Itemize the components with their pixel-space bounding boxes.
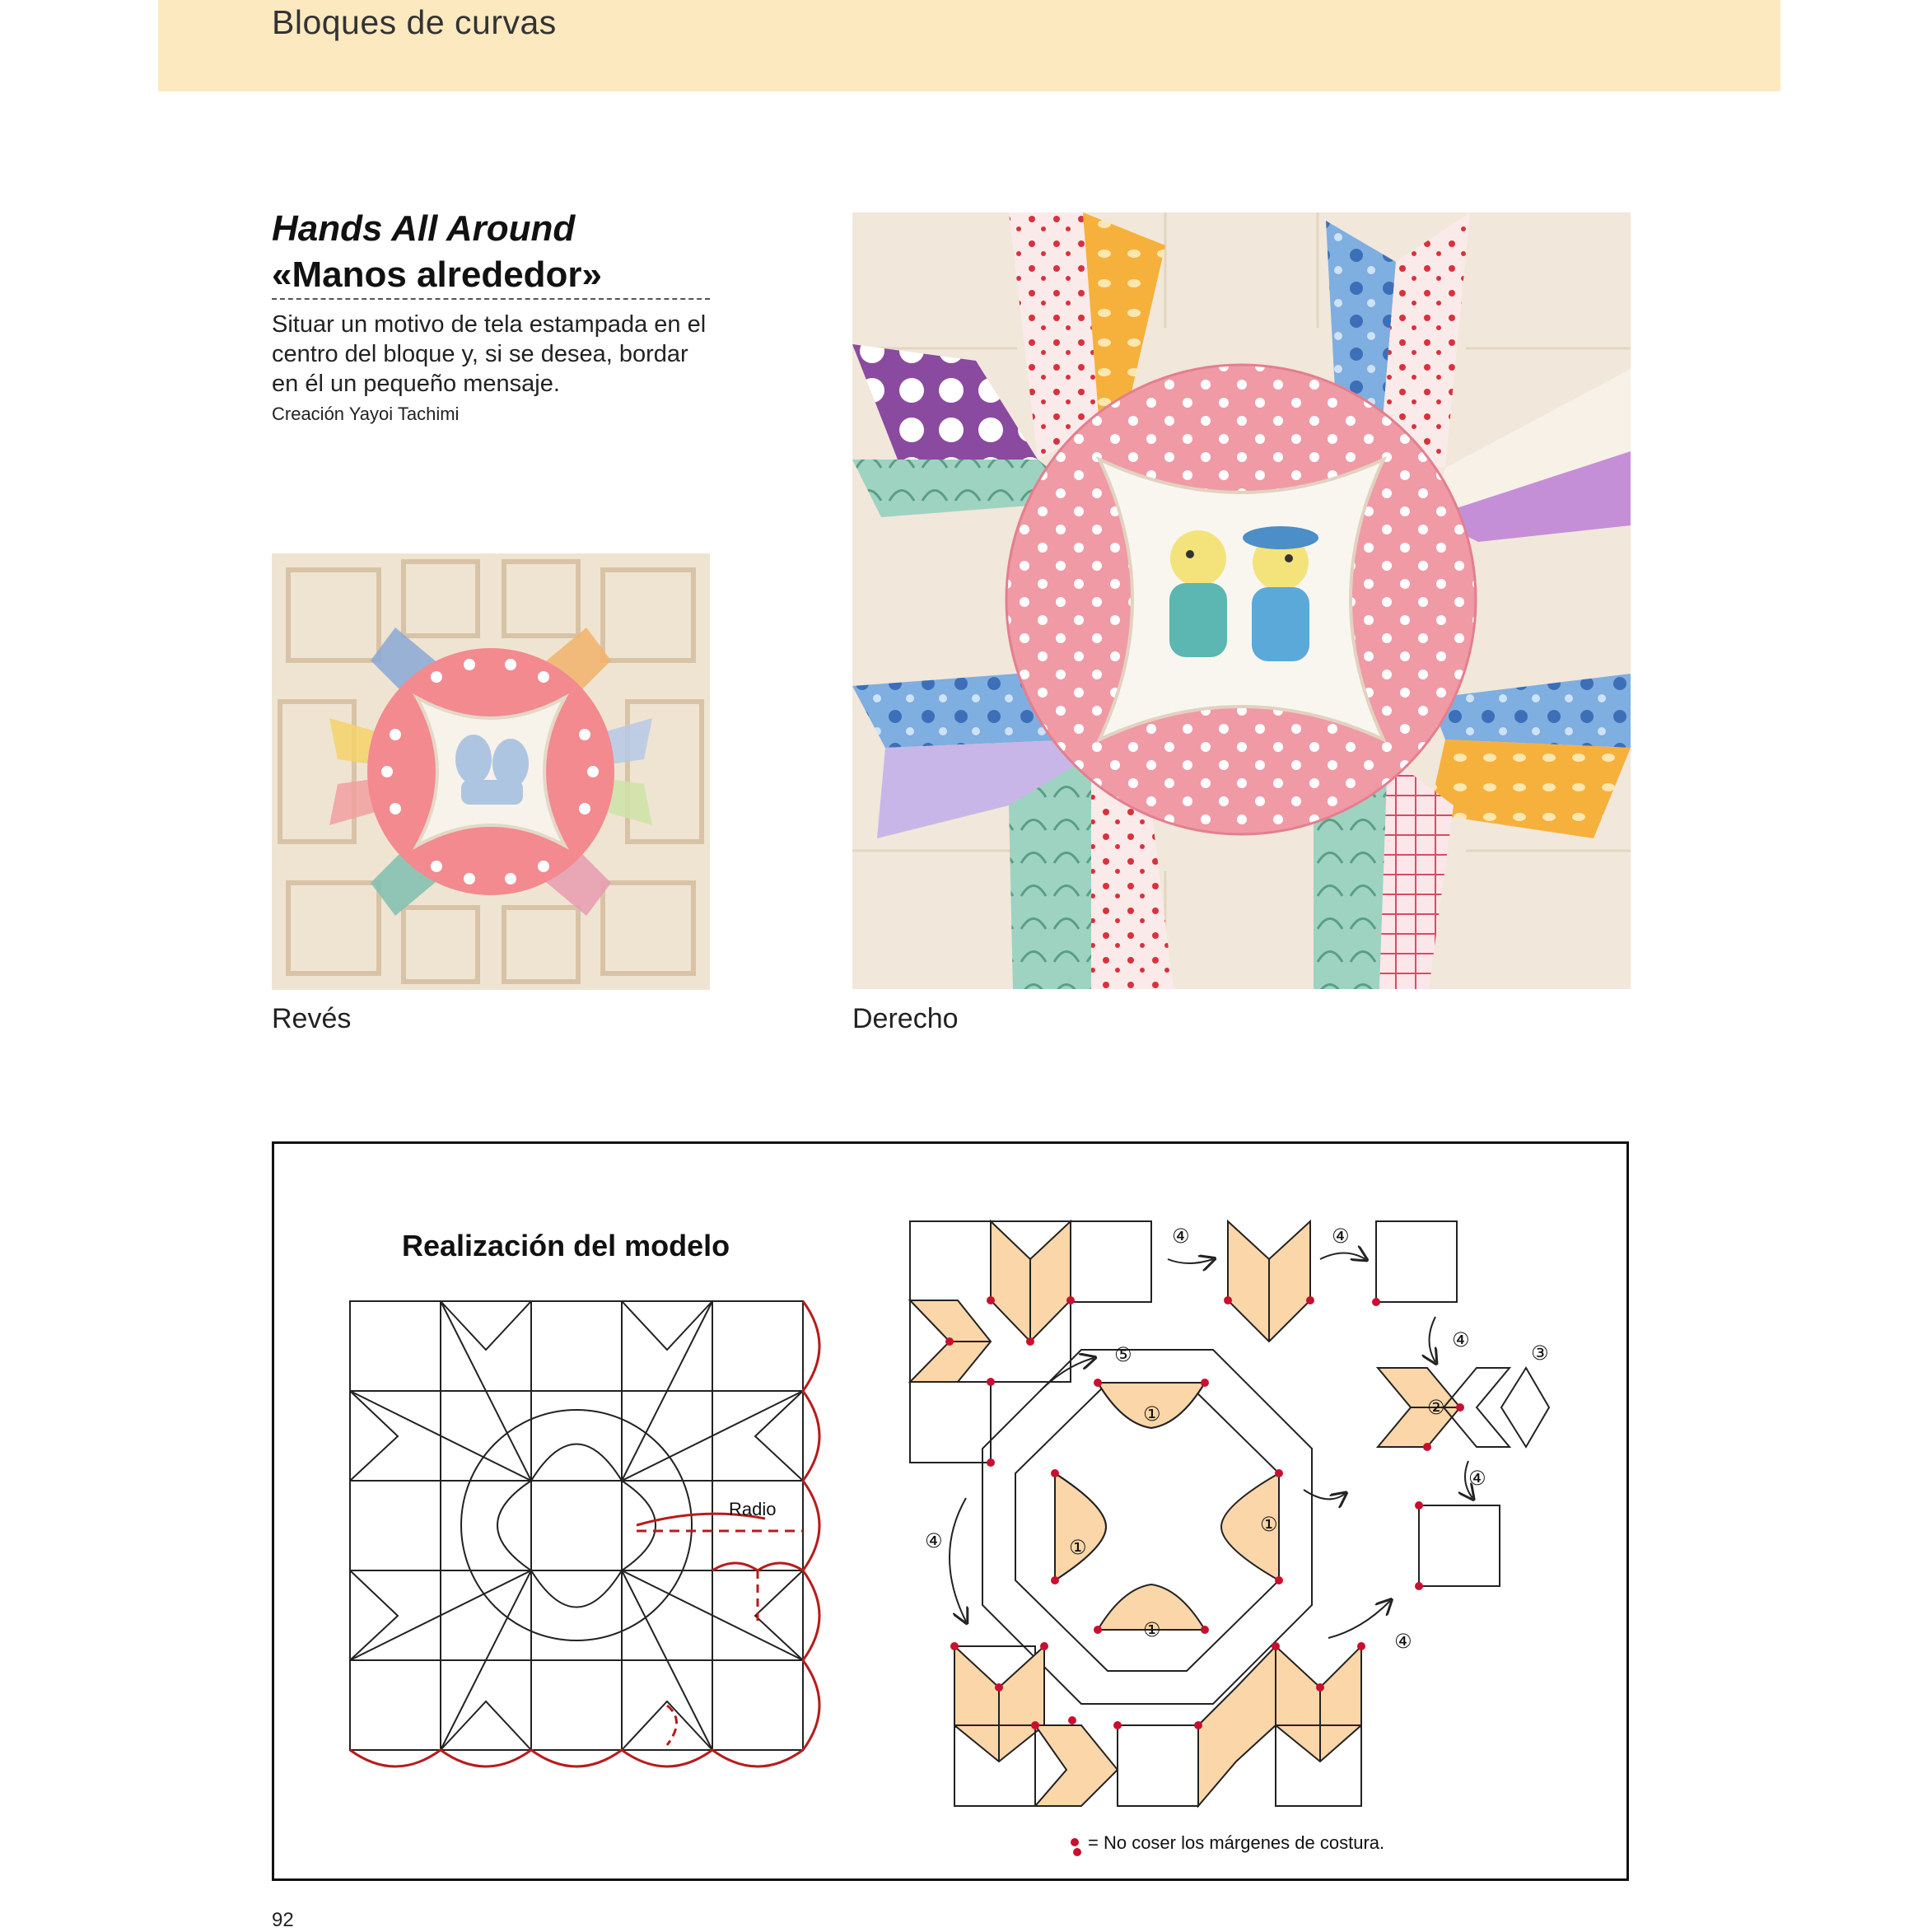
svg-text:②: ② bbox=[1427, 1396, 1445, 1419]
svg-text:③: ③ bbox=[1531, 1342, 1549, 1365]
diagram-title: Realización del modelo bbox=[402, 1229, 730, 1262]
svg-text:①: ① bbox=[1069, 1536, 1087, 1559]
page-number: 92 bbox=[272, 1909, 294, 1931]
diagram-panel bbox=[272, 1141, 1629, 1881]
photo-back bbox=[272, 553, 710, 990]
svg-text:①: ① bbox=[1260, 1513, 1278, 1536]
stitch-legend: = No coser los márgenes de costura. bbox=[1088, 1832, 1385, 1853]
svg-text:⑤: ⑤ bbox=[1114, 1343, 1132, 1366]
block-title-english: Hands All Around bbox=[272, 208, 576, 249]
block-title bbox=[272, 206, 602, 298]
block-title-spanish: «Manos alrededor» bbox=[272, 254, 603, 295]
assembly-drawing bbox=[910, 1221, 1549, 1806]
svg-text:④: ④ bbox=[1332, 1225, 1350, 1248]
svg-text:④: ④ bbox=[1394, 1630, 1412, 1653]
radius-label: Radio bbox=[729, 1499, 777, 1519]
svg-text:①: ① bbox=[1143, 1618, 1161, 1641]
title-divider bbox=[272, 298, 710, 300]
section-title: Bloques de curvas bbox=[272, 3, 557, 41]
svg-text:④: ④ bbox=[925, 1529, 943, 1552]
photo-front bbox=[852, 212, 1631, 989]
svg-text:④: ④ bbox=[1468, 1467, 1486, 1490]
block-layout-drawing bbox=[350, 1301, 803, 1750]
svg-text:①: ① bbox=[1143, 1402, 1161, 1426]
caption-front: Derecho bbox=[852, 1003, 959, 1034]
svg-text:④: ④ bbox=[1172, 1225, 1190, 1248]
designer-credit: Creación Yayoi Tachimi bbox=[272, 404, 460, 424]
caption-back: Revés bbox=[272, 1003, 352, 1034]
block-description: Situar un motivo de tela estampada en el centro del bloque y, si se desea, bordar en él un pequeño mensaje. bbox=[272, 311, 707, 397]
svg-text:④: ④ bbox=[1452, 1328, 1470, 1351]
seam-allowance-curves bbox=[350, 1301, 819, 1766]
